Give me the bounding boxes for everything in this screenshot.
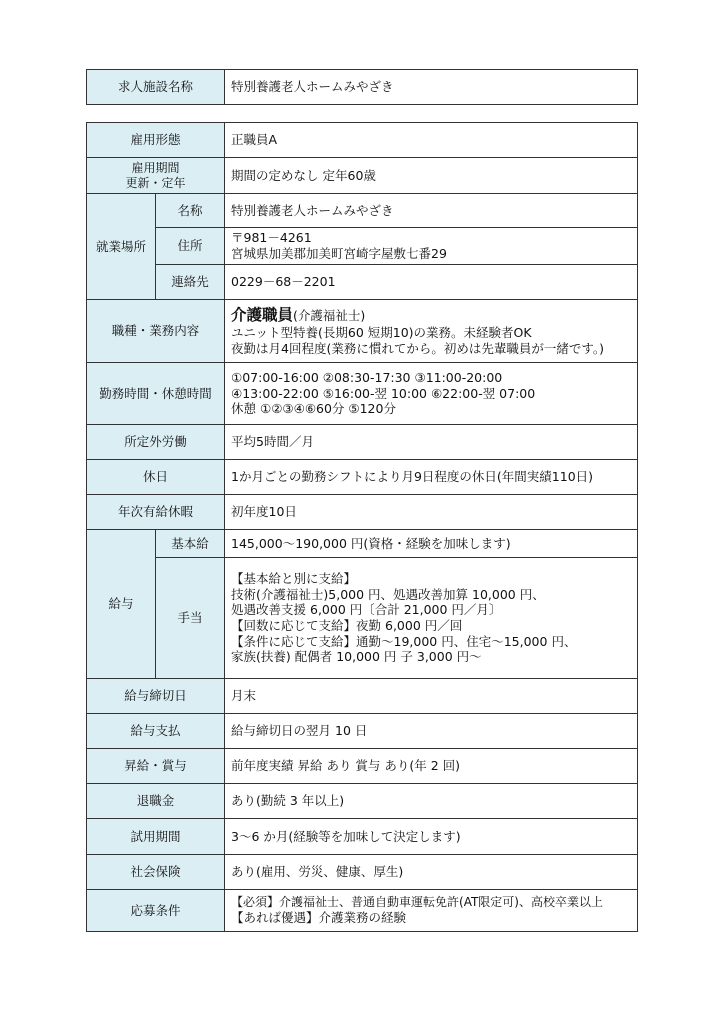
paid-leave-value: 初年度10日 (225, 495, 638, 530)
employment-type-label: 雇用形態 (87, 123, 225, 158)
job-line1: ユニット型特養(長期60 短期10)の業務。未経験者OK (231, 325, 532, 341)
workplace-contact-value: 0229－68－2201 (225, 265, 638, 300)
allowance-line: 【基本給と別に支給】 (231, 571, 357, 587)
pay-cutoff-value: 月末 (225, 679, 638, 714)
requirements-value (225, 890, 638, 932)
overtime-row (87, 425, 638, 460)
period-label (87, 158, 225, 194)
period-label-line1: 雇用期間 (131, 160, 180, 175)
job-title-note: (介護福祉士) (293, 307, 366, 323)
salary-allowance-label: 手当 (156, 558, 225, 679)
pay-day-row (87, 714, 638, 749)
hours-line2: ④13:00-22:00 ⑤16:00-翌 10:00 ⑥22:00-翌 07:00 (231, 385, 536, 401)
conditions-table (86, 122, 638, 932)
trial-value: 3～6 か月(経験等を加味して決定します) (225, 819, 638, 855)
workplace-address-row (87, 228, 638, 265)
facility-row (87, 70, 638, 105)
overtime-value: 平均5時間／月 (225, 425, 638, 460)
requirements-line2: 【あれば優遇】介護業務の経験 (231, 910, 407, 926)
facility-label: 求人施設名称 (87, 70, 225, 105)
salary-allowance-value (225, 558, 638, 679)
insurance-value: あり(雇用、労災、健康、厚生) (225, 855, 638, 890)
requirements-label: 応募条件 (87, 890, 225, 932)
period-value: 期間の定めなし 定年60歳 (225, 158, 638, 194)
postal-code: 〒981－4261 (231, 230, 312, 246)
hours-label: 勤務時間・休憩時間 (87, 363, 225, 425)
allowance-line: 処遇改善支援 6,000 円〔合計 21,000 円／月〕 (231, 602, 502, 618)
salary-base-row (87, 530, 638, 558)
hours-line3: 休憩 ①②③④⑥60分 ⑤120分 (231, 401, 396, 417)
raise-bonus-value: 前年度実績 昇給 あり 賞与 あり(年 2 回) (225, 749, 638, 784)
job-value (225, 300, 638, 363)
pay-day-value: 給与締切日の翌月 10 日 (225, 714, 638, 749)
trial-label: 試用期間 (87, 819, 225, 855)
job-row (87, 300, 638, 363)
holidays-value: 1か月ごとの勤務シフトにより月9日程度の休日(年間実績110日) (225, 460, 638, 495)
retirement-value: あり(勤続 3 年以上) (225, 784, 638, 819)
facility-table (86, 69, 638, 105)
hours-value (225, 363, 638, 425)
retirement-label: 退職金 (87, 784, 225, 819)
period-row (87, 158, 638, 194)
job-title: 介護職員 (231, 305, 294, 324)
job-line2: 夜勤は月4回程度(業務に慣れてから。初めは先輩職員が一緒です。) (231, 340, 604, 356)
period-label-line2: 更新・定年 (125, 175, 186, 190)
requirements-line1: 【必須】介護福祉士、普通自動車運転免許(AT限定可)、高校卒業以上 (231, 895, 603, 910)
allowance-line: 【条件に応じて支給】通勤～19,000 円、住宅～15,000 円、 (231, 633, 577, 649)
salary-base-value: 145,000～190,000 円(資格・経験を加味します) (225, 530, 638, 558)
paid-leave-label: 年次有給休暇 (87, 495, 225, 530)
pay-cutoff-row (87, 679, 638, 714)
requirements-row (87, 890, 638, 932)
workplace-name-value: 特別養護老人ホームみやざき (225, 194, 638, 228)
workplace-address-value (225, 228, 638, 265)
retirement-row (87, 784, 638, 819)
allowance-line: 【回数に応じて支給】夜勤 6,000 円／回 (231, 618, 463, 633)
insurance-row (87, 855, 638, 890)
workplace-name-label: 名称 (156, 194, 225, 228)
hours-row (87, 363, 638, 425)
employment-type-value: 正職員A (225, 123, 638, 158)
pay-day-label: 給与支払 (87, 714, 225, 749)
hours-line1: ①07:00-16:00 ②08:30-17:30 ③11:00-20:00 (231, 370, 503, 386)
pay-cutoff-label: 給与締切日 (87, 679, 225, 714)
paid-leave-row (87, 495, 638, 530)
allowance-line: 技術(介護福祉士)5,000 円、処遇改善加算 10,000 円、 (231, 586, 545, 602)
salary-allowance-row (87, 558, 638, 679)
workplace-name-row (87, 194, 638, 228)
workplace-label: 就業場所 (87, 194, 156, 300)
facility-value: 特別養護老人ホームみやざき (225, 70, 638, 105)
workplace-address-label: 住所 (156, 228, 225, 265)
salary-base-label: 基本給 (156, 530, 225, 558)
overtime-label: 所定外労働 (87, 425, 225, 460)
salary-label: 給与 (87, 530, 156, 679)
address-text: 宮城県加美郡加美町宮崎字屋敷七番29 (231, 246, 447, 261)
employment-type-row (87, 123, 638, 158)
holidays-label: 休日 (87, 460, 225, 495)
workplace-contact-row (87, 265, 638, 300)
job-label: 職種・業務内容 (87, 300, 225, 363)
workplace-contact-label: 連絡先 (156, 265, 225, 300)
raise-bonus-row (87, 749, 638, 784)
insurance-label: 社会保険 (87, 855, 225, 890)
trial-row (87, 819, 638, 855)
raise-bonus-label: 昇給・賞与 (87, 749, 225, 784)
holidays-row (87, 460, 638, 495)
job-title-line (231, 306, 631, 325)
allowance-line: 家族(扶養) 配偶者 10,000 円 子 3,000 円～ (231, 649, 482, 665)
